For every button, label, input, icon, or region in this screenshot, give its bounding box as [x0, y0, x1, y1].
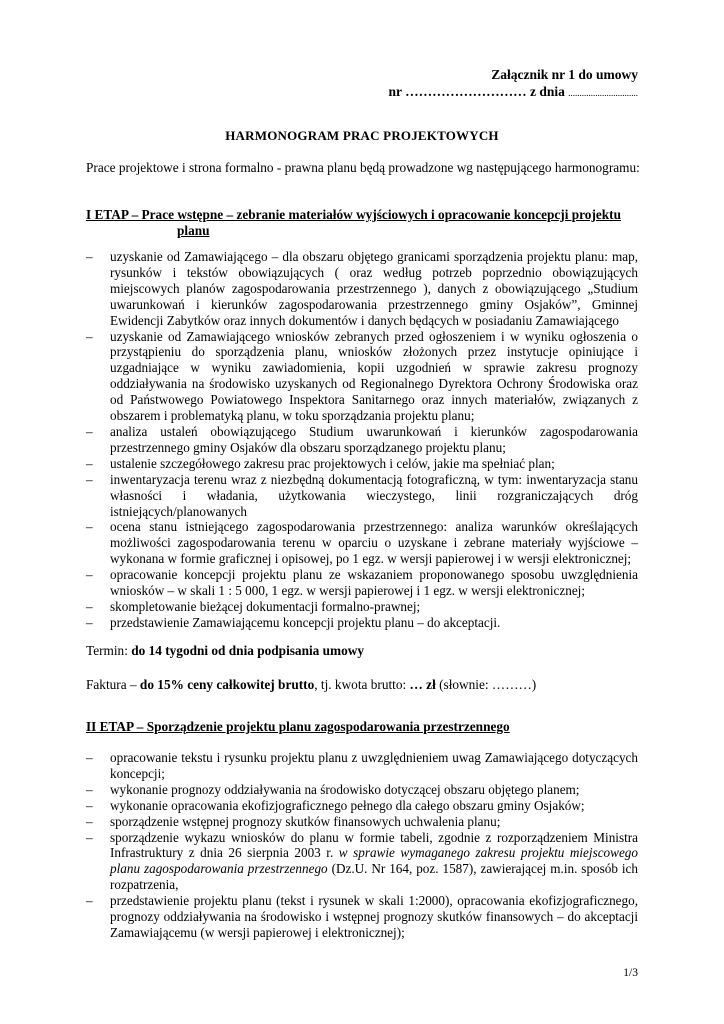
annex-label: Załącznik nr 1 do umowy [491, 67, 638, 82]
dash-bullet: – [86, 893, 93, 909]
dash-bullet: – [86, 614, 93, 630]
dash-bullet: – [86, 813, 93, 829]
invoice-suffix: (słownie: ………) [435, 677, 537, 692]
list-item-text: ocena stanu istniejącego zagospodarowania przestrzennego: analiza warunków określających możliwości zagospodarowania terenu w oparciu o uzyskane i zebrane materiały wyjściowe – wykonana w formie graficznej i opisowej, po 1 egz. w wersji papierowej i w wersji elektronicznej; [110, 519, 638, 567]
list-item [86, 814, 638, 830]
dash-bullet: – [86, 328, 93, 344]
list-item-text: uzyskanie od Zamawiającego – dla obszaru objętego granicami sporządzenia projektu planu: map, rysunków i tekstów obowiązujących ( oraz według potrzeb poprzednio obowiązujących miejscowych planów zagospodarowania przestrzennego ), danych z obowiązującego „Studium uwarunkowań i kierunków zagospodarowania przestrzennego gminy Osjaków”, Gminnej Ewidencji Zabytków oraz innych dokumentów i danych będących w posiadaniu Zamawiającego [110, 249, 638, 328]
list-item [86, 830, 638, 894]
dash-bullet: – [86, 797, 93, 813]
list-item-text: sporządzenie wstępnej prognozy skutków finansowych uchwalenia planu; [110, 813, 501, 829]
list-item-text: opracowanie tekstu i rysunku projektu planu z uwzględnieniem uwag Zamawiającego dotyczących koncepcji; [110, 750, 638, 781]
invoice-mid: , tj. kwota brutto: [314, 677, 410, 692]
dash-bullet: – [86, 249, 93, 264]
dash-bullet: – [86, 455, 93, 471]
list-item-text: inwentaryzacja terenu wraz z niezbędną dokumentacją fotograficzną, w tym: inwentaryzacja stanu własności i władania, użytkowania wieczystego, linii rozgraniczających dróg istniejących/planowanych [110, 471, 638, 519]
list-item [86, 782, 638, 798]
stage1-heading-line2: planu [177, 223, 210, 238]
list-item [86, 472, 638, 520]
term-label: Termin: [86, 643, 132, 658]
list-item [86, 893, 638, 941]
list-item [86, 329, 638, 424]
stage1-heading [86, 207, 638, 239]
list-item [86, 519, 638, 567]
stage2-task-list [86, 750, 638, 941]
list-item-text: analiza ustaleń obowiązującego Studium uwarunkowań i kierunków zagospodarowania przestrzennego gminy Osjaków dla obszaru sporządzanego projektu planu; [110, 423, 638, 455]
list-item-text: skompletowanie bieżącej dokumentacji formalno-prawnej; [110, 598, 421, 614]
list-item [86, 750, 638, 782]
list-item [86, 599, 638, 615]
dash-bullet: – [86, 598, 93, 614]
list-item [86, 424, 638, 456]
list-item-text: uzyskanie od Zamawiającego wniosków zebranych przed ogłoszeniem i w wyniku ogłoszenia o przystąpieniu do sporządzenia planu, wniosków złożonych przez instytucje opiniujące i uzgadniające w wyniku zawiadomienia, kopii uzgodnień w sprawie zakresu prognozy oddziaływania na środowisko uzyskanych od Regionalnego Dyrektora Ochrony Środowiska oraz od Państwowego Powiatowego Inspektora Sanitarnego oraz innych materiałów, związanych z obszarem i problematyką planu, w toku sporządzania projektu planu; [110, 328, 638, 424]
stage1-task-list [86, 249, 638, 631]
regulation-title: w sprawie wymaganego zakresu projektu miejscowego planu zagospodarowania przestrzennego [110, 845, 638, 877]
list-item-text: ustalenie szczegółowego zakresu prac projektowych i celów, jakie ma spełniać plan; [110, 455, 555, 471]
list-item-text: opracowanie koncepcji projektu planu ze wskazaniem proponowanego sposobu uwzględnienia wniosków – w skali 1 : 5 000, 1 egz. w wersji papierowej i 1 egz. w wersji elektronicznej; [110, 567, 638, 599]
dash-bullet: – [86, 829, 93, 845]
document-title: HARMONOGRAM PRAC PROJEKTOWYCH [225, 128, 499, 143]
page-number: 1/3 [623, 967, 638, 979]
item5-text: sporządzenie wykazu wniosków do planu w formie tabeli, zgodnie z rozporządzeniem Ministra Infrastruktury z dnia 26 sierpnia 2003 r. [110, 829, 638, 861]
invoice-amount: … zł [409, 677, 436, 692]
dash-bullet: – [86, 750, 93, 765]
list-item-text [110, 830, 638, 893]
contract-number-prefix: nr ……………………… z dnia [388, 84, 569, 99]
list-item-text: przedstawienie projektu planu (tekst i rysunek w skali 1:2000), opracowania ekofizjograficznego, prognozy oddziaływania na środowisko i wstępnej prognozy skutków finansowych – do akceptacji Zamawiającemu (w wersji papierowej i elektronicznej); [110, 893, 638, 940]
list-item [86, 798, 638, 814]
list-item [86, 249, 638, 329]
dash-bullet: – [86, 781, 93, 797]
dash-bullet: – [86, 471, 93, 487]
date-dots: ............................... [568, 88, 638, 98]
list-item [86, 456, 638, 472]
list-item-text: wykonanie prognozy oddziaływania na środowisko dotyczącej obszaru objętego planem; [110, 781, 580, 797]
stage1-invoice [86, 677, 536, 693]
invoice-prefix: Faktura – [86, 677, 140, 692]
contract-number-line [388, 83, 638, 102]
stage1-term [86, 643, 364, 659]
list-item [86, 567, 638, 599]
invoice-percentage: do 15% ceny całkowitej brutto [139, 677, 315, 692]
stage2-heading: II ETAP – Sporządzenie projektu planu zagospodarowania przestrzennego [86, 719, 510, 734]
dash-bullet: – [86, 567, 93, 583]
stage1-heading-line1: I ETAP – Prace wstępne – zebranie materiałów wyjściowych i opracowanie koncepcji projektu [86, 207, 622, 222]
intro-text: Prace projektowe i strona formalno - prawna planu będą prowadzone wg następującego harmonogramu: [86, 160, 640, 175]
term-value: do 14 tygodni od dnia podpisania umowy [131, 643, 365, 658]
list-item-text: wykonanie opracowania ekofizjograficznego pełnego dla całego obszaru gminy Osjaków; [110, 797, 585, 813]
list-item-text: przedstawienie Zamawiającemu koncepcji projektu planu – do akceptacji. [110, 614, 501, 630]
dash-bullet: – [86, 423, 93, 439]
item5-text-end: (Dz.U. Nr 164, poz. 1587), zawierającej m.in. sposób ich rozpatrzenia, [110, 861, 638, 893]
dash-bullet: – [86, 519, 93, 535]
list-item [86, 615, 638, 631]
